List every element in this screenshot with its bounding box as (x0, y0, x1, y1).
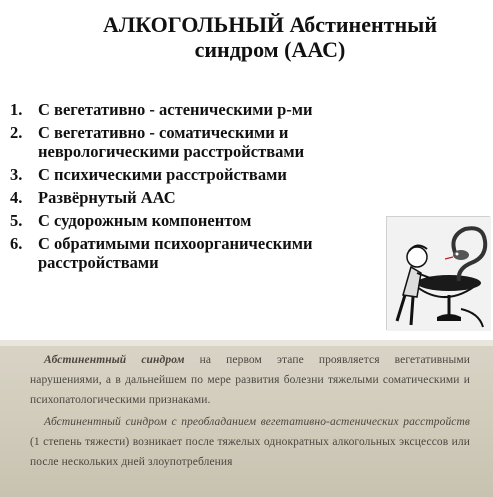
list-item (10, 211, 380, 230)
list-text: С обратимыми психоорганическими расстройствами (38, 234, 313, 272)
cartoon-illustration (386, 216, 490, 330)
paragraph-text: (1 степень тяжести) возникает после тяжелых однократных алкогольных эксцессов или после нескольких дней злоупотребления (30, 436, 470, 468)
list-item (10, 188, 380, 207)
list-item (10, 165, 380, 184)
list-text: С вегетативно - соматическими и неврологическими расстройствами (38, 123, 305, 161)
list-number: 4. (10, 188, 23, 207)
scan-top-strip (0, 340, 493, 346)
paragraph-1 (30, 350, 470, 410)
list-item (10, 234, 380, 272)
drinking-man-snake-icon (387, 217, 491, 331)
list-number: 6. (10, 234, 23, 253)
list-text: С вегетативно - астеническими р-ми (38, 100, 313, 119)
slide-title: АЛКОГОЛЬНЫЙ Абстинентный синдром (ААС) (103, 12, 437, 62)
list-number: 2. (10, 123, 23, 142)
list-item (10, 123, 380, 161)
list-number: 1. (10, 100, 23, 119)
list-number: 5. (10, 211, 23, 230)
paragraph-text: на первом этапе проявляется вегетативными нарушениями, а в дальнейшем по мере развития болезни тяжелыми соматическими и психопатологическими признаками. (30, 354, 470, 406)
paragraph-2 (30, 412, 470, 472)
term-label: Абстинентный синдром с преобладанием вегетативно-астенических расстройств (44, 416, 470, 428)
list-text: С психическими расстройствами (38, 165, 287, 184)
severity-list (10, 100, 380, 276)
list-item (10, 100, 380, 119)
scanned-text-excerpt (0, 340, 493, 497)
list-text: С судорожным компонентом (38, 211, 252, 230)
term-label: Абстинентный синдром (44, 354, 185, 366)
list-number: 3. (10, 165, 23, 184)
list-text: Развёрнутый ААС (38, 188, 176, 207)
